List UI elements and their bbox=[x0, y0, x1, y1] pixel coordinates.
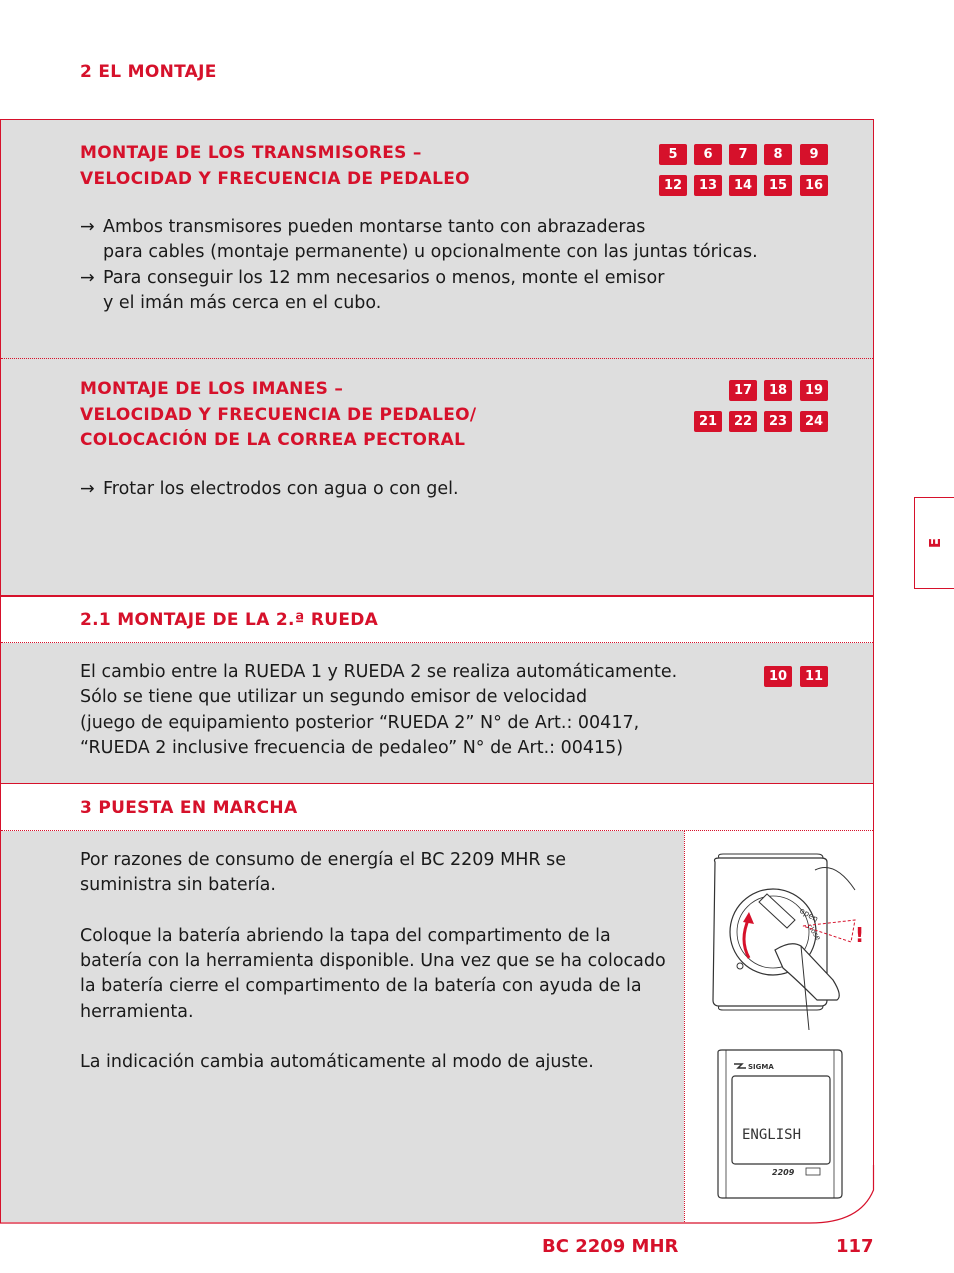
text-line: batería con la herramienta disponible. Una vez que se ha colocado bbox=[80, 951, 666, 972]
figure-badge: 22 bbox=[729, 411, 757, 432]
section-title-rueda: 2.1 MONTAJE DE LA 2.ª RUEDA bbox=[80, 610, 379, 630]
figure-badge: 16 bbox=[800, 175, 828, 196]
open-label: open bbox=[798, 905, 820, 924]
bullet-text: y el imán más cerca en el cubo. bbox=[103, 292, 382, 313]
paragraph bbox=[80, 660, 677, 761]
figure-badge: 17 bbox=[729, 380, 757, 401]
title-line: VELOCIDAD Y FRECUENCIA DE PEDALEO/ bbox=[80, 404, 477, 425]
divider-vertical-dotted bbox=[684, 831, 685, 1222]
text-line: El cambio entre la RUEDA 1 y RUEDA 2 se realiza automáticamente. bbox=[80, 662, 678, 682]
figure-badge: 15 bbox=[764, 175, 792, 196]
figure-badge: 14 bbox=[729, 175, 757, 196]
figure-badge: 10 bbox=[764, 666, 792, 687]
figure-badge: 21 bbox=[694, 411, 722, 432]
warning-mark: ! bbox=[855, 923, 865, 947]
figure-badge: 12 bbox=[659, 175, 687, 196]
language-tab-label: E bbox=[925, 537, 944, 549]
divider-dotted bbox=[1, 358, 873, 359]
language-tab bbox=[914, 497, 954, 589]
figure-badge: 18 bbox=[764, 380, 792, 401]
divider-solid bbox=[1, 595, 873, 597]
arrow-right-icon: → bbox=[80, 267, 95, 288]
figure-badge: 7 bbox=[729, 144, 757, 165]
text-line: suministra sin batería. bbox=[80, 875, 276, 896]
paragraph bbox=[80, 848, 666, 1076]
text-line: herramienta. bbox=[80, 1001, 194, 1022]
text-line: Sólo se tiene que utilizar un segundo emisor de velocidad bbox=[80, 687, 588, 708]
title-line: COLOCACIÓN DE LA CORREA PECTORAL bbox=[80, 430, 466, 450]
text-line: La indicación cambia automáticamente al modo de ajuste. bbox=[80, 1052, 594, 1073]
device-display-illustration bbox=[712, 1048, 852, 1200]
bullet-text: Ambos transmisores pueden montarse tanto con abrazaderas bbox=[103, 217, 646, 237]
figure-badge: 23 bbox=[764, 411, 792, 432]
section-title-marcha: 3 PUESTA EN MARCHA bbox=[80, 798, 298, 818]
bullet-text: Frotar los electrodos con agua o con gel. bbox=[103, 479, 459, 499]
figure-badge: 8 bbox=[764, 144, 792, 165]
text-line: “RUEDA 2 inclusive frecuencia de pedaleo” N° de Art.: 00415) bbox=[80, 737, 624, 758]
arrow-right-icon: → bbox=[80, 217, 95, 237]
text-line: la batería cierre el compartimento de la batería con ayuda de la bbox=[80, 976, 642, 997]
bullet-text: para cables (montaje permanente) u opcionalmente con las juntas tóricas. bbox=[103, 242, 758, 263]
section-title-imanes bbox=[80, 377, 476, 454]
device-brand: SIGMA bbox=[748, 1063, 774, 1071]
device-model: 2209 bbox=[772, 1168, 795, 1177]
figure-badge: 19 bbox=[800, 380, 828, 401]
figure-badge: 24 bbox=[800, 411, 828, 432]
device-display-text: ENGLISH bbox=[742, 1127, 802, 1143]
divider-solid bbox=[1, 783, 873, 784]
title-line: MONTAJE DE LOS TRANSMISORES – bbox=[80, 143, 422, 163]
frame-left bbox=[0, 119, 1, 1223]
figure-badge: 9 bbox=[800, 144, 828, 165]
title-line: MONTAJE DE LOS IMANES – bbox=[80, 379, 344, 399]
title-line: VELOCIDAD Y FRECUENCIA DE PEDALEO bbox=[80, 168, 470, 189]
text-line: (juego de equipamiento posterior “RUEDA 2” N° de Art.: 00417, bbox=[80, 712, 640, 733]
footer-product: BC 2209 MHR bbox=[542, 1236, 679, 1257]
figure-badge: 11 bbox=[800, 666, 828, 687]
list-item bbox=[80, 266, 758, 317]
page-number: 117 bbox=[836, 1236, 874, 1257]
frame-top bbox=[0, 119, 874, 120]
divider-dotted bbox=[1, 830, 873, 831]
page-title: 2 EL MONTAJE bbox=[80, 62, 217, 82]
bullet-list bbox=[80, 215, 758, 316]
battery-cover-illustration bbox=[705, 850, 875, 1030]
close-label: close bbox=[805, 922, 823, 942]
figure-badge: 13 bbox=[694, 175, 722, 196]
divider-dotted bbox=[1, 642, 873, 643]
text-line: Por razones de consumo de energía el BC 2209 MHR se bbox=[80, 850, 566, 870]
bullet-text: Para conseguir los 12 mm necesarios o menos, monte el emisor bbox=[103, 267, 665, 288]
list-item bbox=[80, 215, 758, 266]
bullet-list bbox=[80, 477, 459, 502]
text-line: Coloque la batería abriendo la tapa del compartimento de la bbox=[80, 925, 611, 946]
figure-badge: 5 bbox=[659, 144, 687, 165]
list-item bbox=[80, 477, 459, 502]
figure-badge: 6 bbox=[694, 144, 722, 165]
section-title-transmisores bbox=[80, 141, 470, 192]
arrow-right-icon: → bbox=[80, 479, 95, 499]
